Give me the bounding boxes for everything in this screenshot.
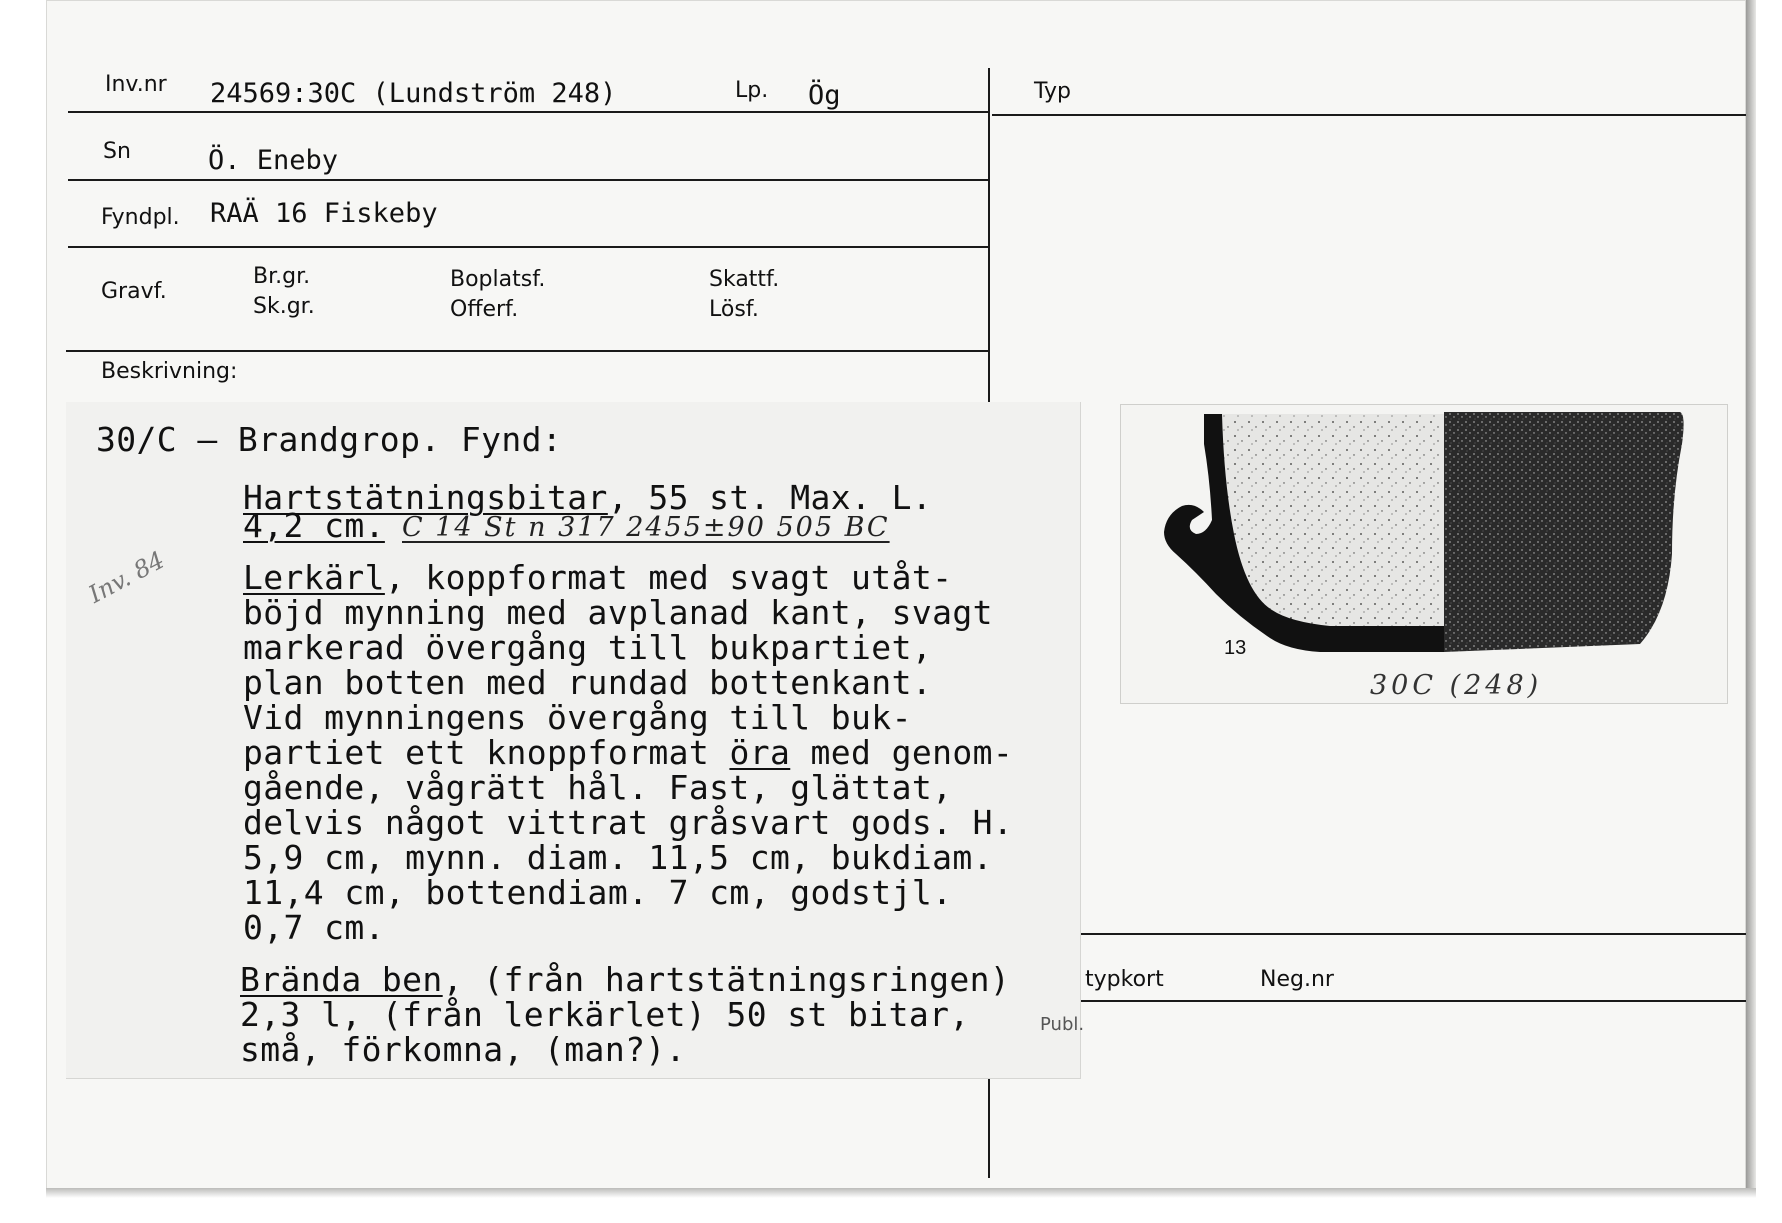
item2-line-2: böjd mynning med avplanad kant, svagt: [243, 593, 993, 632]
inv-nr-label: Inv.nr: [105, 72, 167, 97]
rule-row-gravf: [66, 350, 990, 352]
vessel-exterior-half: [1444, 412, 1684, 652]
card-edge-shadow: [1746, 0, 1756, 1195]
card-bottom-shadow: [46, 1188, 1756, 1198]
offerf-label: Offerf.: [450, 297, 519, 322]
vessel-profile-drawing: [1120, 404, 1726, 702]
item1-line-2: [243, 508, 385, 543]
item2-line6-a: partiet ett knoppformat: [243, 733, 730, 772]
item2-line-11: 0,7 cm.: [243, 908, 385, 947]
description-line-1: [96, 422, 562, 457]
lp-value: Ög: [808, 80, 841, 111]
boplatsf-label: Boplatsf.: [450, 267, 546, 292]
rule-row-typ: [992, 114, 1746, 116]
fyndpl-label: Fyndpl.: [101, 205, 180, 230]
item2-line6-underlined: öra: [729, 733, 791, 772]
item3-line-1: [240, 962, 1010, 997]
rule-typkort-top: [1080, 933, 1746, 935]
item2-line-10: 11,4 cm, bottendiam. 7 cm, godstjl.: [243, 873, 953, 912]
skattf-label: Skattf.: [709, 267, 780, 292]
find-id: 30/C: [96, 420, 178, 459]
drawing-handwritten-caption: 30C (248): [1370, 670, 1543, 701]
item3-title: Brända ben: [240, 960, 443, 999]
radiocarbon-handwritten-note: C 14 St n 317 2455±90 505 BC: [402, 512, 890, 543]
item2-line-5: Vid mynningens övergång till buk-: [243, 698, 912, 737]
sn-label: Sn: [103, 139, 131, 164]
typkort-label: typkort: [1085, 967, 1164, 992]
item3-line1-rest: , (från hartstätningsringen): [442, 960, 1011, 999]
item2-title: Lerkärl: [243, 558, 385, 597]
item2-line6-b: med genom-: [790, 733, 1014, 772]
sn-value: Ö. Eneby: [208, 145, 339, 176]
item2-line-9: 5,9 cm, mynn. diam. 11,5 cm, bukdiam.: [243, 838, 993, 877]
typ-label: Typ: [1034, 79, 1071, 104]
find-context: Brandgrop. Fynd:: [237, 420, 563, 459]
rule-typkort-bottom: [1080, 1000, 1746, 1002]
item1-measure: 4,2 cm.: [243, 506, 385, 545]
item2-line-1: [243, 560, 952, 595]
losf-label: Lösf.: [709, 297, 759, 322]
item2-line-7: gående, vågrätt hål. Fast, glättat,: [243, 768, 953, 807]
rule-row-fyndpl: [68, 246, 990, 248]
item2-line-8: delvis något vittrat gråsvart gods. H.: [243, 803, 1014, 842]
item3-line-3: små, förkomna, (man?).: [240, 1030, 686, 1069]
item2-line1-rest: , koppformat med svagt utåt-: [384, 558, 953, 597]
beskrivning-label: Beskrivning:: [101, 359, 238, 384]
negnr-label: Neg.nr: [1260, 967, 1334, 992]
find-id-dash: –: [197, 420, 218, 459]
inventory-margin-note: Inv. 84: [84, 545, 170, 609]
publ-label: Publ.: [1040, 1014, 1085, 1035]
brgr-label: Br.gr.: [253, 264, 311, 289]
item2-line-4: plan botten med rundad bottenkant.: [243, 663, 933, 702]
item3-line-2: 2,3 l, (från lerkärlet) 50 st bitar,: [240, 995, 970, 1034]
skgr-label: Sk.gr.: [253, 294, 315, 319]
rule-row-inv: [68, 111, 990, 113]
item1-rest: , 55 st. Max. L.: [607, 478, 933, 517]
figure-number: 13: [1224, 637, 1247, 659]
item2-line-3: markerad övergång till bukpartiet,: [243, 628, 933, 667]
fyndpl-value: RAÄ 16 Fiskeby: [210, 198, 438, 229]
item2-line-6: [243, 735, 1013, 770]
lp-label: Lp.: [735, 78, 769, 103]
rule-row-sn: [68, 179, 990, 181]
gravf-label: Gravf.: [101, 279, 167, 304]
vessel-lug-hole: [1191, 519, 1201, 529]
inv-nr-value: 24569:30C (Lundström 248): [210, 78, 617, 109]
item1-title: Hartstätningsbitar: [243, 478, 608, 517]
